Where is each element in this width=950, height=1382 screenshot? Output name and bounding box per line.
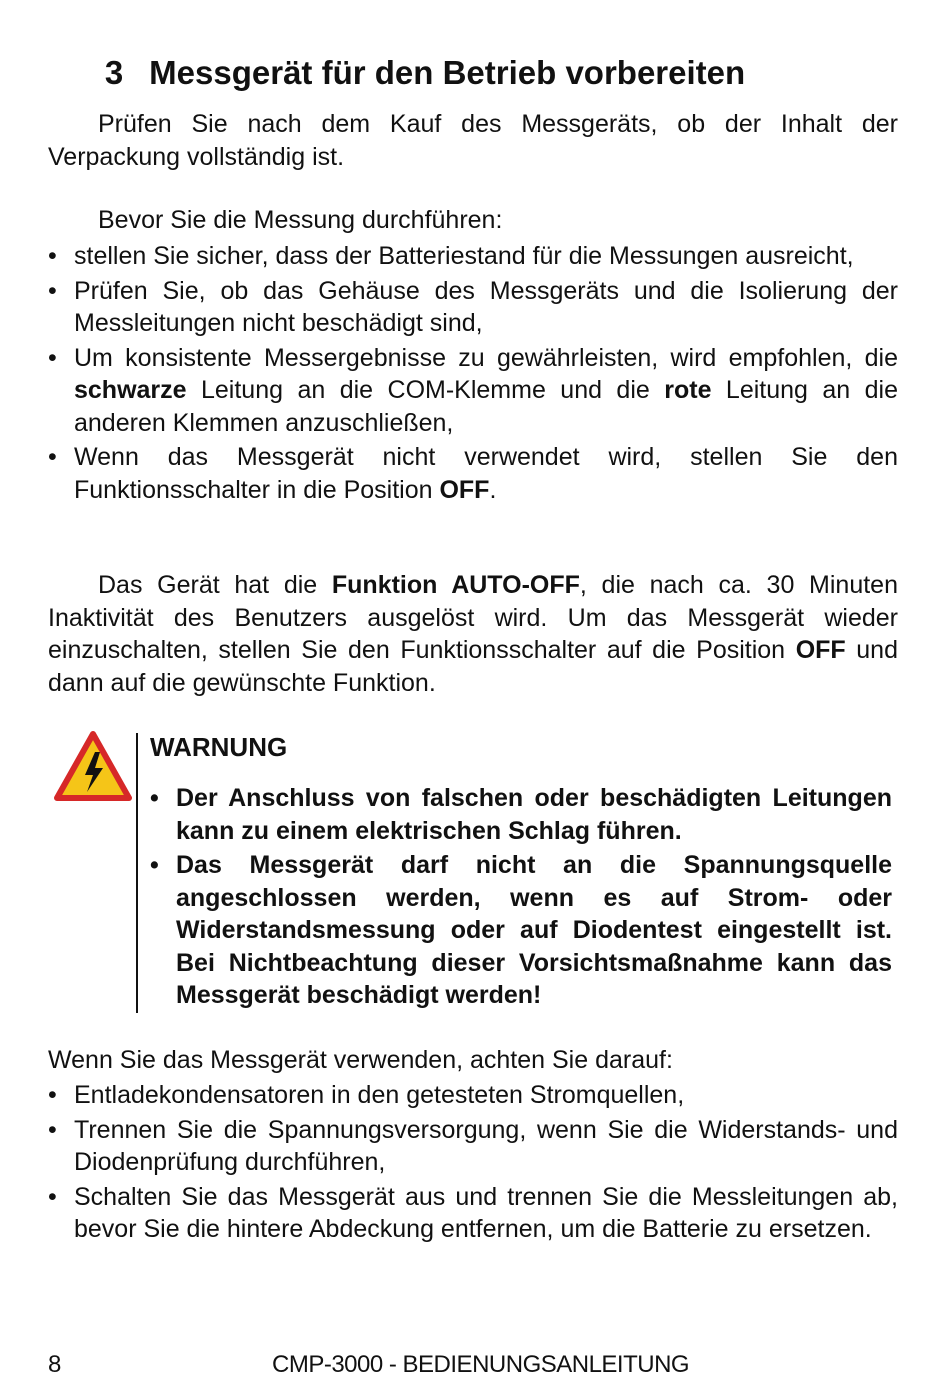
warning-title: WARNUNG bbox=[150, 732, 288, 762]
usage-list bbox=[48, 1079, 898, 1248]
list-item: • stellen Sie sicher, dass der Batteriestand für die Messungen ausreicht, bbox=[48, 240, 898, 273]
document-title: CMP-3000 - BEDIENUNGSANLEITUNG bbox=[272, 1351, 690, 1378]
list-item: • Wenn das Messgerät nicht verwendet wird, stellen Sie den Funktionsschalter in die Position OFF. bbox=[48, 441, 898, 506]
warning-list bbox=[150, 782, 892, 1014]
section-title: Messgerät für den Betrieb vorbereiten bbox=[149, 54, 746, 91]
auto-off-paragraph: Das Gerät hat die Funktion AUTO-OFF, die nach ca. 30 Minuten Inaktivität des Benutzers ausgelöst wird. Um das Messgerät wieder einzuschalten, stellen Sie den Funktionsschalter auf die Position OFF und dann auf die gewünschte Funktion. bbox=[48, 571, 898, 697]
list-item: • Schalten Sie das Messgerät aus und trennen Sie die Messleitungen ab, bevor Sie die hintere Abdeckung entfernen, um die Batterie zu ersetzen. bbox=[48, 1181, 898, 1246]
before-measure-lead: Bevor Sie die Messung durchführen: bbox=[98, 206, 503, 234]
list-item: • Entladekondensatoren in den getesteten Stromquellen, bbox=[48, 1079, 898, 1112]
list-item: • Das Messgerät darf nicht an die Spannungsquelle angeschlossen werden, wenn es auf Strom- oder Widerstandsmessung oder auf Diodentest eingestellt ist. Bei Nichtbeachtung dieser Vorsichtsmaßnahme kann das Messgerät beschädigt werden! bbox=[150, 849, 892, 1012]
page-number: 8 bbox=[48, 1351, 62, 1378]
intro-paragraph: Prüfen Sie nach dem Kauf des Messgeräts, ob der Inhalt der Verpackung vollständig ist. bbox=[48, 110, 898, 171]
section-number: 3 bbox=[104, 54, 124, 91]
list-item: • Prüfen Sie, ob das Gehäuse des Messgeräts und die Isolierung der Messleitungen nicht beschädigt sind, bbox=[48, 275, 898, 340]
list-item: • Trennen Sie die Spannungsversorgung, wenn Sie die Widerstands- und Diodenprüfung durchführen, bbox=[48, 1114, 898, 1179]
warning-divider bbox=[136, 733, 138, 1013]
before-measure-list bbox=[48, 240, 898, 508]
electric-shock-warning-icon bbox=[54, 730, 132, 802]
list-item: • Um konsistente Messergebnisse zu gewährleisten, wird empfohlen, die schwarze Leitung an die COM-Klemme und die rote Leitung an die anderen Klemmen anzuschließen, bbox=[48, 342, 898, 440]
list-item: • Der Anschluss von falschen oder beschädigten Leitungen kann zu einem elektrischen Schlag führen. bbox=[150, 782, 892, 847]
section-heading bbox=[0, 54, 850, 92]
usage-lead: Wenn Sie das Messgerät verwenden, achten Sie darauf: bbox=[48, 1046, 673, 1074]
